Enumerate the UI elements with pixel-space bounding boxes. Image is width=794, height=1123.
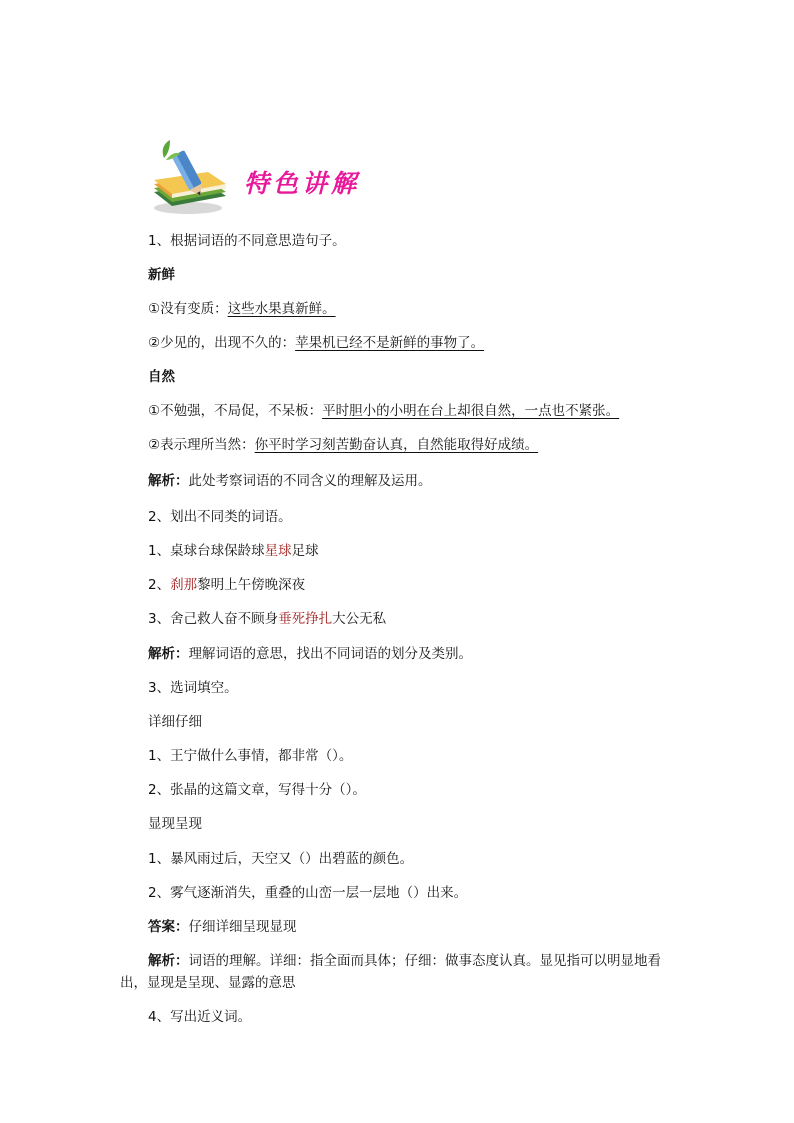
q3-group-1: 详细仔细 — [148, 714, 202, 730]
q3-prompt: 3、选词填空。 — [148, 680, 238, 696]
q1-word1-sentence-1 — [148, 300, 336, 318]
q1-word2-sentence-1 — [148, 402, 619, 420]
q2-item-2 — [148, 576, 305, 594]
q2-item-3 — [148, 610, 386, 628]
analysis-text: 理解词语的意思，找出不同词语的划分及类别。 — [188, 646, 472, 662]
analysis-text: 词语的理解。详细：指全面而具体；仔细：做事态度认真。显见指可以明显地看出，显现是呈现、显露的意思 — [120, 953, 661, 991]
analysis-text: 此处考察词语的不同含义的理解及运用。 — [188, 473, 432, 489]
section-title: 特色讲解 — [244, 169, 361, 198]
item-number: 2、 — [148, 577, 171, 593]
q2-item-1 — [148, 542, 319, 560]
odd-word: 刹那 — [170, 577, 198, 593]
word-list: 足球 — [291, 543, 319, 559]
q1-word1-sentence-2 — [148, 334, 484, 352]
q1-word-2: 自然 — [148, 369, 175, 385]
word-list: 1、桌球台球保龄球 — [148, 543, 265, 559]
q3-g2-sentence-2: 2、雾气逐渐消失，重叠的山峦一层一层地（）出来。 — [148, 885, 468, 901]
sense-label: ①没有变质： — [148, 301, 228, 317]
answer-text: 仔细详细呈现显现 — [188, 919, 297, 935]
odd-word: 星球 — [264, 543, 292, 559]
analysis-label: 解析： — [148, 473, 189, 489]
q3-g2-sentence-1: 1、暴风雨过后，天空又（）出碧蓝的颜色。 — [148, 851, 414, 867]
q3-group-2: 显现呈现 — [148, 816, 202, 832]
odd-word: 垂死挣扎 — [278, 611, 333, 627]
sense-label: ②表示理所当然： — [148, 437, 255, 453]
example-sentence: 这些水果真新鲜。 — [227, 301, 336, 317]
example-sentence: 平时胆小的小明在台上却很自然，一点也不紧张。 — [322, 403, 620, 419]
analysis-label: 解析： — [148, 646, 189, 662]
example-sentence: 苹果机已经不是新鲜的事物了。 — [295, 335, 485, 351]
q2-analysis — [148, 645, 472, 663]
q1-prompt: 1、根据词语的不同意思造句子。 — [148, 233, 346, 249]
analysis-label: 解析： — [148, 953, 189, 969]
q2-prompt: 2、划出不同类的词语。 — [148, 509, 292, 525]
book-stack-pencil-icon — [148, 136, 238, 216]
example-sentence: 你平时学习刻苦勤奋认真，自然能取得好成绩。 — [254, 437, 539, 453]
word-list: 3、舍己救人奋不顾身 — [148, 611, 279, 627]
q3-analysis — [120, 950, 680, 994]
word-list: 黎明上午傍晚深夜 — [197, 577, 306, 593]
q1-analysis — [148, 472, 432, 490]
q1-word2-sentence-2 — [148, 436, 538, 454]
sense-label: ①不勉强，不局促，不呆板： — [148, 403, 323, 419]
section-header — [148, 136, 388, 216]
q3-g1-sentence-1: 1、王宁做什么事情，都非常（）。 — [148, 748, 353, 764]
q3-g1-sentence-2: 2、张晶的这篇文章，写得十分（）。 — [148, 782, 366, 798]
q3-answer — [148, 918, 297, 936]
q1-word-1: 新鲜 — [148, 267, 175, 283]
sense-label: ②少见的，出现不久的： — [148, 335, 296, 351]
answer-label: 答案： — [148, 919, 189, 935]
q4-prompt: 4、写出近义词。 — [148, 1009, 252, 1025]
word-list: 大公无私 — [332, 611, 387, 627]
